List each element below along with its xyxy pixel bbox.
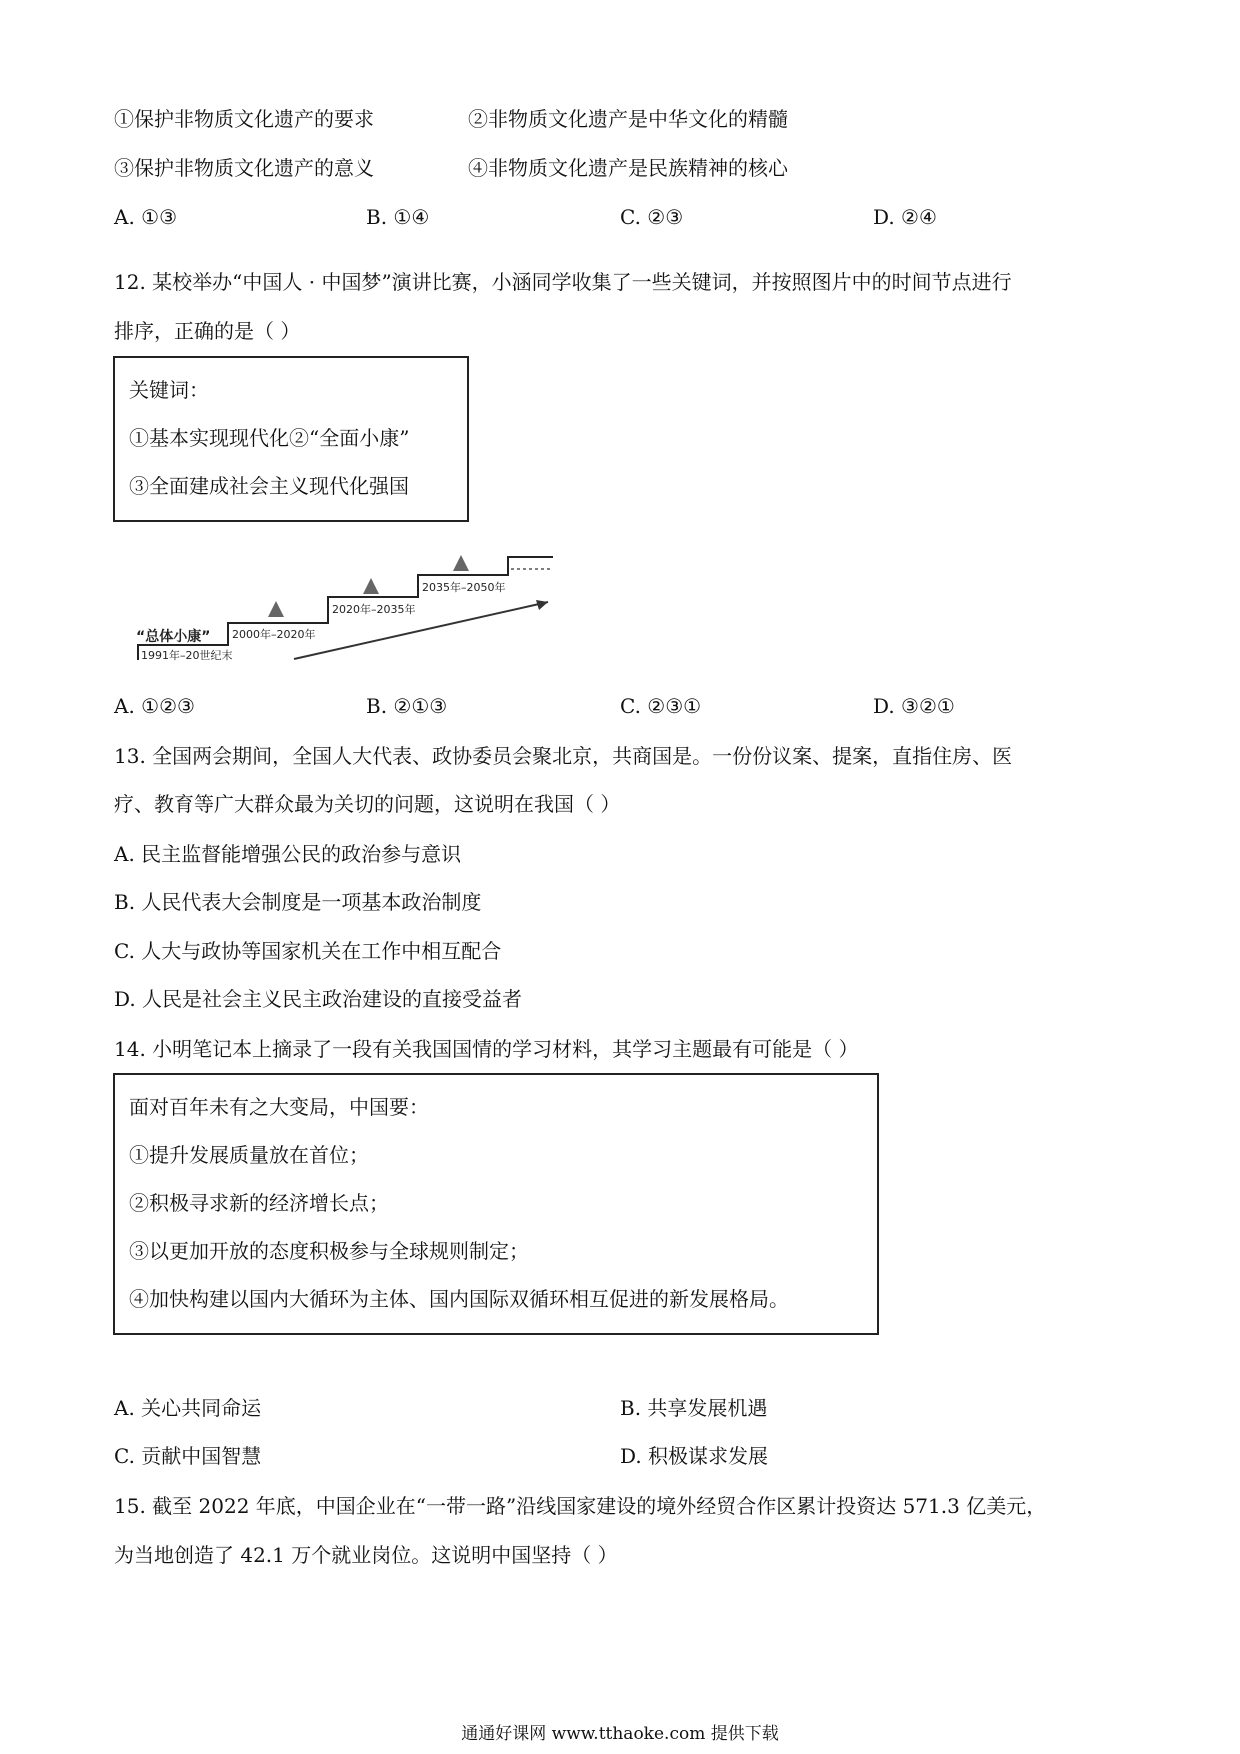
q11-statement-2: ②非物质文化遗产是中华文化的精髓 [468, 107, 788, 131]
q12-box-line-1: 关键词： [129, 378, 209, 402]
q14-box-line-3: ②积极寻求新的经济增长点； [129, 1191, 389, 1215]
q11-option-a[interactable]: A. ①③ [114, 205, 178, 229]
q14-box-line-4: ③以更加开放的态度积极参与全球规则制定； [129, 1239, 529, 1263]
q12-keyword-box [113, 356, 469, 522]
q14-box-line-2: ①提升发展质量放在首位； [129, 1143, 369, 1167]
q13-option-c[interactable]: C. 人大与政协等国家机关在工作中相互配合 [114, 939, 502, 963]
figure-label-step4: 2035年–2050年 [422, 581, 506, 594]
q13-stem-line1: 13. 全国两会期间，全国人大代表、政协委员会聚北京，共商国是。一份份议案、提案，直指住房、医 [114, 744, 1013, 768]
q12-option-d[interactable]: D. ③②① [873, 694, 955, 718]
milestone-triangle-3-icon [453, 555, 469, 571]
q13-option-d[interactable]: D. 人民是社会主义民主政治建设的直接受益者 [114, 987, 523, 1011]
q12-stem-line1: 12. 某校举办“中国人 · 中国梦”演讲比赛，小涵同学收集了一些关键词，并按照图片中的时间节点进行 [114, 270, 1012, 294]
q14-material-box [113, 1073, 879, 1335]
q13-stem-line2: 疗、教育等广大群众最为关切的问题，这说明在我国（ ） [114, 792, 621, 816]
q12-stem-line2: 排序，正确的是（ ） [114, 319, 301, 343]
q11-option-d[interactable]: D. ②④ [873, 205, 937, 229]
q11-statement-1: ①保护非物质文化遗产的要求 [114, 107, 374, 131]
q11-option-c[interactable]: C. ②③ [620, 205, 684, 229]
q14-box-line-5: ④加快构建以国内大循环为主体、国内国际双循环相互促进的新发展格局。 [129, 1287, 789, 1311]
milestone-triangle-2-icon [363, 578, 379, 594]
q14-stem: 14. 小明笔记本上摘录了一段有关我国国情的学习材料，其学习主题最有可能是（ ） [114, 1037, 859, 1061]
page-footer: 通通好课网 www.tthaoke.com 提供下载 [461, 1724, 779, 1744]
q13-option-a[interactable]: A. 民主监督能增强公民的政治参与意识 [114, 842, 462, 866]
q11-statement-4: ④非物质文化遗产是民族精神的核心 [468, 156, 788, 180]
q12-option-b[interactable]: B. ②①③ [366, 694, 448, 718]
q14-option-c[interactable]: C. 贡献中国智慧 [114, 1444, 262, 1468]
q15-stem-line2: 为当地创造了 42.1 万个就业岗位。这说明中国坚持（ ） [114, 1543, 618, 1567]
q14-box-line-1: 面对百年未有之大变局，中国要： [129, 1095, 429, 1119]
q15-stem-line1: 15. 截至 2022 年底，中国企业在“一带一路”沿线国家建设的境外经贸合作区累计投资达 571.3 亿美元， [114, 1494, 1047, 1518]
q12-option-c[interactable]: C. ②③① [620, 694, 702, 718]
q14-option-d[interactable]: D. 积极谋求发展 [620, 1444, 769, 1468]
q14-option-a[interactable]: A. 关心共同命运 [114, 1396, 262, 1420]
figure-label-overall: “总体小康” [136, 629, 211, 645]
q12-option-a[interactable]: A. ①②③ [114, 694, 195, 718]
q14-option-b[interactable]: B. 共享发展机遇 [620, 1396, 768, 1420]
q13-option-b[interactable]: B. 人民代表大会制度是一项基本政治制度 [114, 890, 482, 914]
figure-label-step2: 2000年–2020年 [232, 628, 316, 641]
figure-label-step3: 2020年–2035年 [332, 603, 416, 616]
figure-label-step1: 1991年–20世纪末 [141, 649, 233, 662]
q12-box-line-3: ③全面建成社会主义现代化强国 [129, 474, 409, 498]
q11-statement-3: ③保护非物质文化遗产的意义 [114, 156, 374, 180]
q12-staircase-figure [128, 545, 568, 665]
milestone-triangle-1-icon [268, 601, 284, 617]
q12-box-line-2: ①基本实现现代化②“全面小康” [129, 426, 410, 450]
q11-option-b[interactable]: B. ①④ [366, 205, 430, 229]
